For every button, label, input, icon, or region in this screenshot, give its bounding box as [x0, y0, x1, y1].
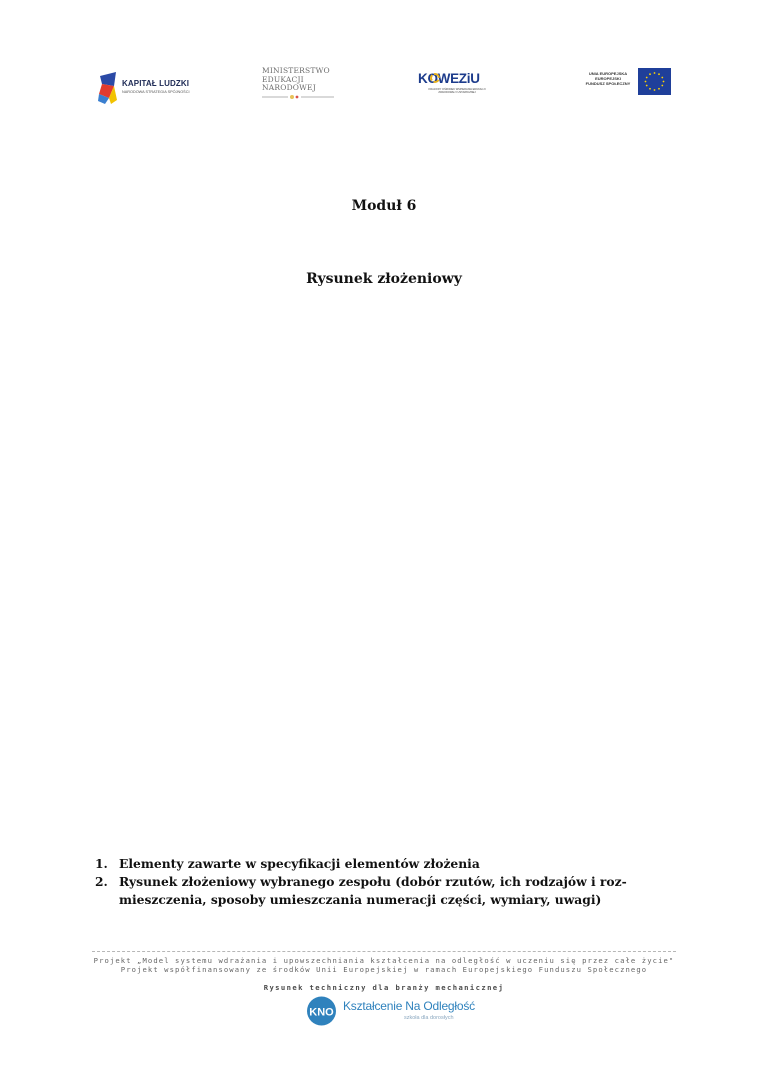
men-line-1: MINISTERSTWO — [262, 66, 330, 75]
footer-course-title: Rysunek techniczny dla branży mechanicznej — [263, 983, 505, 992]
list-item — [95, 873, 695, 909]
list-item-number: 2. — [95, 874, 108, 889]
list-item-text: Rysunek złożeniowy wybranego zespołu (dobór rzutów, ich rodzajów i roz-mieszczenia, sposoby umieszczania numeracji części, wymiary, uwagi) — [119, 874, 627, 907]
kno-logo — [306, 996, 475, 1028]
kowezu-sun-icon — [430, 73, 440, 83]
eu-line-3: FUNDUSZ SPOŁECZNY — [585, 81, 631, 86]
kapital-ludzki-subtitle: NARODOWA STRATEGIA SPÓJNOŚCI — [122, 90, 190, 94]
svg-text:KNO: KNO — [309, 1006, 334, 1019]
kowezu-name: KOWEZiU — [418, 71, 480, 86]
topics-list — [95, 855, 695, 909]
men-line-2: EDUKACJI — [262, 74, 304, 84]
module-title: Moduł 6 — [351, 198, 417, 214]
list-item-text: Elementy zawarte w specyfikacji elementów złożenia — [119, 856, 480, 871]
men-logo — [262, 67, 342, 103]
footer-funding-line: Projekt współfinansowany ze środków Unii Europejskiej w ramach Europejskiego Funduszu Społecznego — [120, 965, 648, 974]
kowezu-logo — [416, 68, 490, 102]
eu-text — [580, 71, 636, 86]
eu-line-1: UNIA EUROPEJSKA — [588, 71, 628, 76]
footer-divider — [92, 951, 676, 952]
eu-line-2: EUROPEJSKI — [595, 76, 621, 81]
kapital-ludzki-name: KAPITAŁ LUDZKI — [122, 79, 190, 88]
kno-emblem-icon — [306, 996, 337, 1026]
list-item-number: 1. — [95, 856, 108, 871]
eu-logo — [580, 68, 672, 96]
men-line-3: NARODOWEJ — [262, 83, 316, 92]
kno-tagline: szkoła dla dorosłych — [404, 1015, 454, 1021]
kno-name: Kształcenie Na Odległość — [343, 999, 475, 1013]
kapital-ludzki-emblem-icon — [97, 70, 119, 106]
kowezu-subtitle: KRAJOWY OŚRODEK WSPIERANIA EDUKACJI ZAWODOWEJ I USTAWICZNEJ — [428, 88, 486, 95]
eu-flag-icon — [638, 68, 671, 95]
page-title: Rysunek złożeniowy — [306, 271, 462, 287]
men-underline-icon — [262, 94, 334, 100]
footer-project-line: Projekt „Model systemu wdrażania i upowszechniania kształcenia na odległość w uczeniu się przez całe życie" — [93, 956, 675, 965]
kapital-ludzki-logo — [97, 70, 207, 106]
list-item — [95, 855, 695, 873]
